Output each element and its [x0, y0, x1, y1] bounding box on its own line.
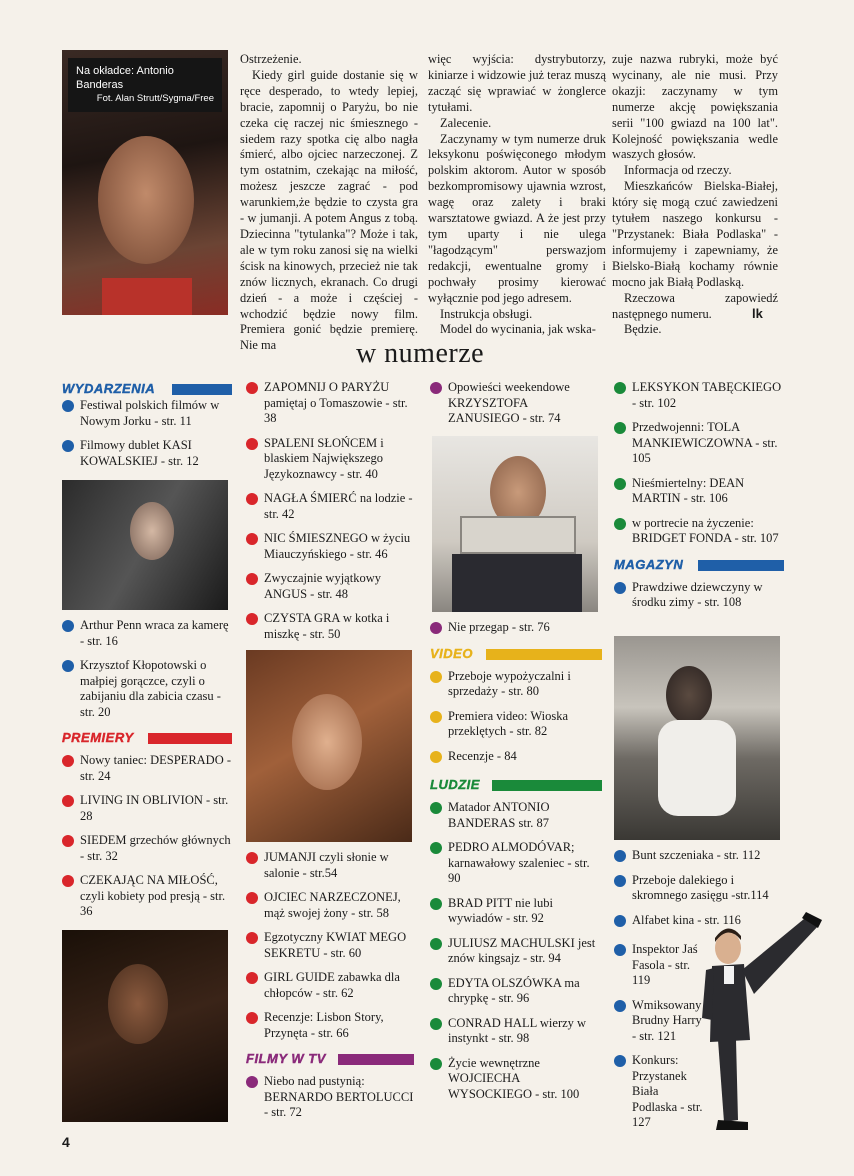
toc-item[interactable]: [614, 380, 784, 411]
bullet-icon: [246, 613, 258, 625]
bullet-icon: [430, 802, 442, 814]
toc-item-label: GIRL GUIDE zabawka dla chłopców - str. 62: [264, 970, 400, 1000]
toc-item-label: PEDRO ALMODÓVAR; karnawałowy szaleniec - str. 90: [448, 840, 590, 885]
toc-item-label: Przedwojenni: TOLA MANKIEWICZOWNA - str. 105: [632, 420, 778, 465]
bullet-icon: [614, 582, 626, 594]
editorial-paragraph: więc wyjścia: dystrybutorzy, kiniarze i widzowie już teraz muszą zacząć się wprawiać w żonglerce tytułami.: [428, 52, 606, 114]
bullet-icon: [614, 422, 626, 434]
bullet-icon: [614, 875, 626, 887]
bullet-icon: [246, 852, 258, 864]
toc-item[interactable]: [246, 571, 414, 602]
toc-item[interactable]: [614, 580, 784, 611]
photo-zanussi: [432, 436, 598, 612]
toc-item[interactable]: [614, 516, 784, 547]
cover-caption: [68, 58, 222, 112]
bullet-icon: [614, 915, 626, 927]
toc-column-3b: [430, 620, 602, 1111]
bullet-icon: [430, 622, 442, 634]
toc-item[interactable]: [62, 618, 232, 649]
bullet-icon: [614, 1000, 626, 1012]
toc-column-4c: [614, 942, 704, 1140]
bullet-icon: [62, 795, 74, 807]
editorial-paragraph: Rzeczowa zapowiedź następnego numeru.: [612, 290, 778, 321]
section-filmy-w-tv: [246, 1050, 414, 1068]
editorial-paragraph: Zaczynamy w tym numerze druk leksykonu poświęconego młodym polskim aktorom. Autor w sposób bezkompromisowy ujawnia wzrost, wagę oraz zalety i braki warsztatowe gwiazd. A że jest przy tym uparty i nie ulega "łagodzącym" perswazjom redakcji, ewentualne gromy i pochwały prosimy kierować wyłącznie pod jego adresem.: [428, 131, 606, 305]
section-wydarzenia: [62, 380, 232, 398]
toc-item-label: Opowieści weekendowe KRZYSZTOFA ZANUSIEGO - str. 74: [448, 380, 570, 425]
toc-item-label: Alfabet kina - str. 116: [632, 912, 741, 927]
toc-item-label: Prawdziwe dziewczyny w środku zimy - str. 108: [632, 579, 763, 609]
editorial-col-3: [612, 52, 778, 338]
toc-item-label: Nowy taniec: DESPERADO - str. 24: [80, 753, 232, 783]
toc-item-label: NIC ŚMIESZNEGO w życiu Miauczyńskiego - str. 46: [264, 531, 411, 561]
editorial-paragraph: Będzie.: [624, 322, 662, 337]
bullet-icon: [430, 898, 442, 910]
bullet-icon: [430, 671, 442, 683]
editorial-paragraph: zuje nazwa rubryki, może być wycinany, ale nie musi. Przy okazji: zaczynamy w tym numerze akcję powiększania serii "100 gwiazd na 100 lat". Kolejność powiększania wedle waszych głosów.: [612, 52, 778, 162]
bullet-icon: [430, 978, 442, 990]
toc-item-label: Konkurs: Przystanek Biała Podlaska - str. 127: [632, 1053, 703, 1129]
toc-item[interactable]: [614, 476, 784, 507]
toc-item-label: BRAD PITT nie lubi wywiadów - str. 92: [448, 895, 553, 925]
section-label: LUDZIE: [430, 777, 480, 792]
toc-item-label: NAGŁA ŚMIERĆ na lodzie - str. 42: [264, 491, 413, 521]
toc-item[interactable]: [430, 620, 602, 636]
bullet-icon: [62, 755, 74, 767]
toc-item-label: OJCIEC NARZECZONEJ, mąż swojej żony - str. 58: [264, 890, 401, 920]
toc-item[interactable]: [246, 531, 414, 562]
page-title: w numerze: [355, 338, 485, 369]
toc-column-1b: [62, 618, 232, 929]
section-bar: [172, 384, 232, 395]
bullet-icon: [430, 751, 442, 763]
photo-face: [666, 666, 712, 724]
toc-item-label: Egzotyczny KWIAT MEGO SEKRETU - str. 60: [264, 930, 407, 960]
toc-item[interactable]: [614, 998, 704, 1045]
bullet-icon: [62, 400, 74, 412]
toc-item-label: CZYSTA GRA w kotka i miszkę - str. 50: [264, 611, 390, 641]
toc-item-label: Festiwal polskich filmów w Nowym Jorku - str. 11: [80, 398, 220, 428]
bullet-icon: [246, 932, 258, 944]
cover-caption-credit: Fot. Alan Strutt/Sygma/Free: [96, 93, 214, 104]
bullet-icon: [614, 478, 626, 490]
photo-hands: [460, 516, 576, 554]
section-bar: [486, 649, 602, 660]
bullet-icon: [246, 1012, 258, 1024]
section-label: PREMIERY: [62, 730, 134, 745]
toc-item[interactable]: [614, 873, 784, 904]
section-ludzie: [430, 776, 602, 794]
section-bar: [492, 780, 602, 791]
photo-face: [130, 502, 174, 560]
toc-item-label: Niebo nad pustynią: BERNARDO BERTOLUCCI - str. 72: [264, 1074, 414, 1119]
toc-item[interactable]: [62, 398, 232, 429]
toc-item[interactable]: [62, 438, 232, 469]
toc-item[interactable]: [246, 1074, 414, 1121]
toc-item[interactable]: [430, 669, 602, 700]
toc-item-label: CZEKAJĄC NA MIŁOŚĆ, czyli kobiety pod presją - str. 36: [80, 873, 226, 918]
toc-item-label: Nie przegap - str. 76: [448, 620, 550, 634]
toc-item-label: LIVING IN OBLIVION - str. 28: [80, 793, 229, 823]
toc-item-label: Premiera video: Wioska przeklętych - str. 82: [448, 708, 569, 738]
toc-item-label: Nieśmiertelny: DEAN MARTIN - str. 106: [632, 475, 745, 505]
toc-item-label: LEKSYKON TABĘCKIEGO - str. 102: [632, 380, 782, 410]
section-premiery: [62, 729, 232, 747]
toc-item[interactable]: [62, 833, 232, 864]
photo-body: [452, 554, 582, 612]
toc-item-label: Filmowy dublet KASI KOWALSKIEJ - str. 12: [80, 438, 199, 468]
bullet-icon: [246, 382, 258, 394]
toc-item-label: Przeboje dalekiego i skromnego zasięgu -str.114: [632, 872, 769, 902]
editorial-col-2: [428, 52, 606, 338]
toc-item[interactable]: [430, 1056, 602, 1103]
section-bar: [698, 560, 784, 571]
toc-item[interactable]: [430, 1016, 602, 1047]
toc-item-label: Wmiksowany Brudny Harry - str. 121: [632, 997, 702, 1043]
toc-item[interactable]: [430, 749, 602, 765]
toc-column-2b: [246, 850, 414, 1130]
toc-item-label: SPALENI SŁOŃCEM i blaskiem Największego Językoznawcy - str. 40: [264, 435, 384, 481]
section-label: VIDEO: [430, 645, 473, 661]
editorial-paragraph: Ostrzeżenie.: [240, 52, 302, 66]
toc-item[interactable]: [430, 936, 602, 967]
bullet-icon: [614, 382, 626, 394]
toc-item[interactable]: [430, 840, 602, 887]
section-label: MAGAZYN: [614, 556, 684, 572]
toc-item-label: Matador ANTONIO BANDERAS str. 87: [448, 800, 550, 830]
photo-beach-woman: [614, 636, 780, 840]
toc-item-label: Bunt szczeniaka - str. 112: [632, 848, 761, 862]
toc-item-label: Przeboje wypożyczalni i sprzedaży - str. 80: [448, 668, 571, 698]
bullet-icon: [62, 835, 74, 847]
editorial-paragraph: Instrukcja obsługi.: [440, 306, 533, 321]
toc-item-label: JULIUSZ MACHULSKI jest znów kingsajz - str. 94: [448, 935, 596, 965]
toc-item[interactable]: [62, 873, 232, 920]
toc-item[interactable]: [430, 976, 602, 1007]
toc-item[interactable]: [246, 436, 414, 483]
bullet-icon: [614, 518, 626, 530]
bullet-icon: [430, 711, 442, 723]
toc-item[interactable]: [430, 800, 602, 831]
editorial-paragraph: Zalecenie.: [440, 115, 492, 130]
toc-item-label: CONRAD HALL wierzy w instynkt - str. 98: [448, 1015, 587, 1045]
toc-item-label: ZAPOMNIJ O PARYŻU pamiętaj o Tomaszowie - str. 38: [264, 380, 408, 425]
toc-item[interactable]: [246, 930, 414, 961]
page-number: 4: [62, 1134, 70, 1150]
photo-waiting-to-exhale: [62, 930, 228, 1122]
mr-bean-figure: [698, 910, 828, 1140]
toc-column-4: [614, 380, 784, 620]
toc-item-label: Inspektor Jaś Fasola - str. 119: [632, 942, 698, 987]
toc-item[interactable]: [62, 793, 232, 824]
toc-item[interactable]: [430, 709, 602, 740]
toc-item[interactable]: [246, 380, 414, 427]
toc-item-label: Arthur Penn wraca za kamerę - str. 16: [80, 618, 229, 648]
toc-item-label: Życie wewnętrzne WOJCIECHA WYSOCKIEGO - str. 100: [448, 1055, 580, 1101]
section-magazyn: [614, 556, 784, 574]
toc-item-label: Zwyczajnie wyjątkowy ANGUS - str. 48: [264, 571, 381, 601]
section-label: FILMY W TV: [246, 1051, 326, 1066]
bullet-icon: [246, 1076, 258, 1088]
toc-item[interactable]: [246, 611, 414, 642]
toc-item[interactable]: [430, 380, 602, 427]
section-video: [430, 645, 602, 663]
toc-item[interactable]: [246, 491, 414, 522]
toc-item[interactable]: [614, 848, 784, 864]
toc-item-label: JUMANJI czyli słonie w salonie - str.54: [264, 850, 389, 880]
toc-item-label: SIEDEM grzechów głównych - str. 32: [80, 833, 231, 863]
toc-item[interactable]: [614, 942, 704, 989]
editorial-paragraph: Mieszkańców Bielska-Białej, który się mogą czuć zawiedzeni tytułem naszego konkursu - "Przystanek: Biała Podlaska" - informujemy i zapewniamy, że Bielsko-Białą kochamy równie mocno jak Białą Podlaską.: [612, 179, 778, 289]
bullet-icon: [614, 944, 626, 956]
toc-column-1: [62, 380, 232, 478]
toc-column-2: [246, 380, 414, 651]
editorial-paragraph: Model do wycinania, jak wska-: [440, 322, 596, 337]
photo-cindy-crawford: [246, 650, 412, 842]
toc-item[interactable]: [62, 753, 232, 784]
bullet-icon: [430, 382, 442, 394]
bullet-icon: [614, 1055, 626, 1067]
toc-item[interactable]: [430, 896, 602, 927]
bullet-icon: [246, 573, 258, 585]
toc-item-label: w portrecie na życzenie: BRIDGET FONDA - str. 107: [632, 515, 779, 545]
toc-item-label: EDYTA OLSZÓWKA ma chrypkę - str. 96: [448, 975, 580, 1005]
toc-item[interactable]: [246, 970, 414, 1001]
editorial-signature: lk: [752, 306, 763, 321]
cover-shirt: [102, 278, 192, 315]
section-bar: [148, 733, 232, 744]
cover-face: [98, 136, 194, 264]
bullet-icon: [246, 493, 258, 505]
bullet-icon: [430, 1018, 442, 1030]
toc-item[interactable]: [246, 890, 414, 921]
editorial-paragraph: Informacja od rzeczy.: [624, 163, 732, 178]
section-label: WYDARZENIA: [62, 381, 156, 396]
editorial-paragraph: Kiedy girl guide dostanie się w ręce desperado, to wtedy lepiej, bracie, zapomnij o Paryżu, bo nie czeka cię raczej nic śmiesznego - siedem razy spotka cię albo nagła śmierć, albo ojciec narzeczonej. Z tym ostatnim, czekając na miłość, możesz jeszcze zagrać - pod warunkiem,że będzie to czysta gra - w jumanji. A potem Angus z tobą. Dziecinna "tytulanka"? Może i tak, ale w tym roku zanosi się na wielki ścisk na kinowych, przecież nie tak znów licznych, ekranach. Co drugi dzień - a może i częściej - wchodzić będzie nowy film. Premiera gonić będzie premierę. Nie ma: [240, 67, 418, 353]
section-bar: [338, 1054, 414, 1065]
bullet-icon: [430, 938, 442, 950]
toc-item-label: Krzysztof Kłopotowski o małpiej gorączce, czyli o zabijaniu dla zabicia czasu - str. 20: [80, 658, 221, 719]
editorial-col-1: [240, 52, 418, 354]
bullet-icon: [430, 842, 442, 854]
bullet-icon: [614, 850, 626, 862]
toc-item-label: Recenzje - 84: [448, 748, 517, 763]
bullet-icon: [246, 892, 258, 904]
bullet-icon: [62, 875, 74, 887]
toc-column-3: [430, 380, 602, 436]
toc-item[interactable]: [62, 658, 232, 720]
photo-face: [108, 964, 168, 1044]
cover-caption-title: Na okładce: Antonio Banderas: [76, 65, 174, 91]
bullet-icon: [62, 660, 74, 672]
bullet-icon: [430, 1058, 442, 1070]
toc-item[interactable]: [246, 850, 414, 881]
bullet-icon: [62, 620, 74, 632]
photo-kasia-kowalska: [62, 480, 228, 610]
photo-face: [292, 694, 362, 790]
bullet-icon: [246, 972, 258, 984]
bullet-icon: [246, 533, 258, 545]
cover-photo: [62, 50, 228, 315]
bullet-icon: [62, 440, 74, 452]
bullet-icon: [246, 438, 258, 450]
toc-item[interactable]: [246, 1010, 414, 1041]
toc-item[interactable]: [614, 420, 784, 467]
photo-body: [658, 720, 736, 816]
toc-item-label: Recenzje: Lisbon Story, Przynęta - str. 66: [264, 1010, 384, 1040]
toc-item[interactable]: [614, 1053, 704, 1131]
